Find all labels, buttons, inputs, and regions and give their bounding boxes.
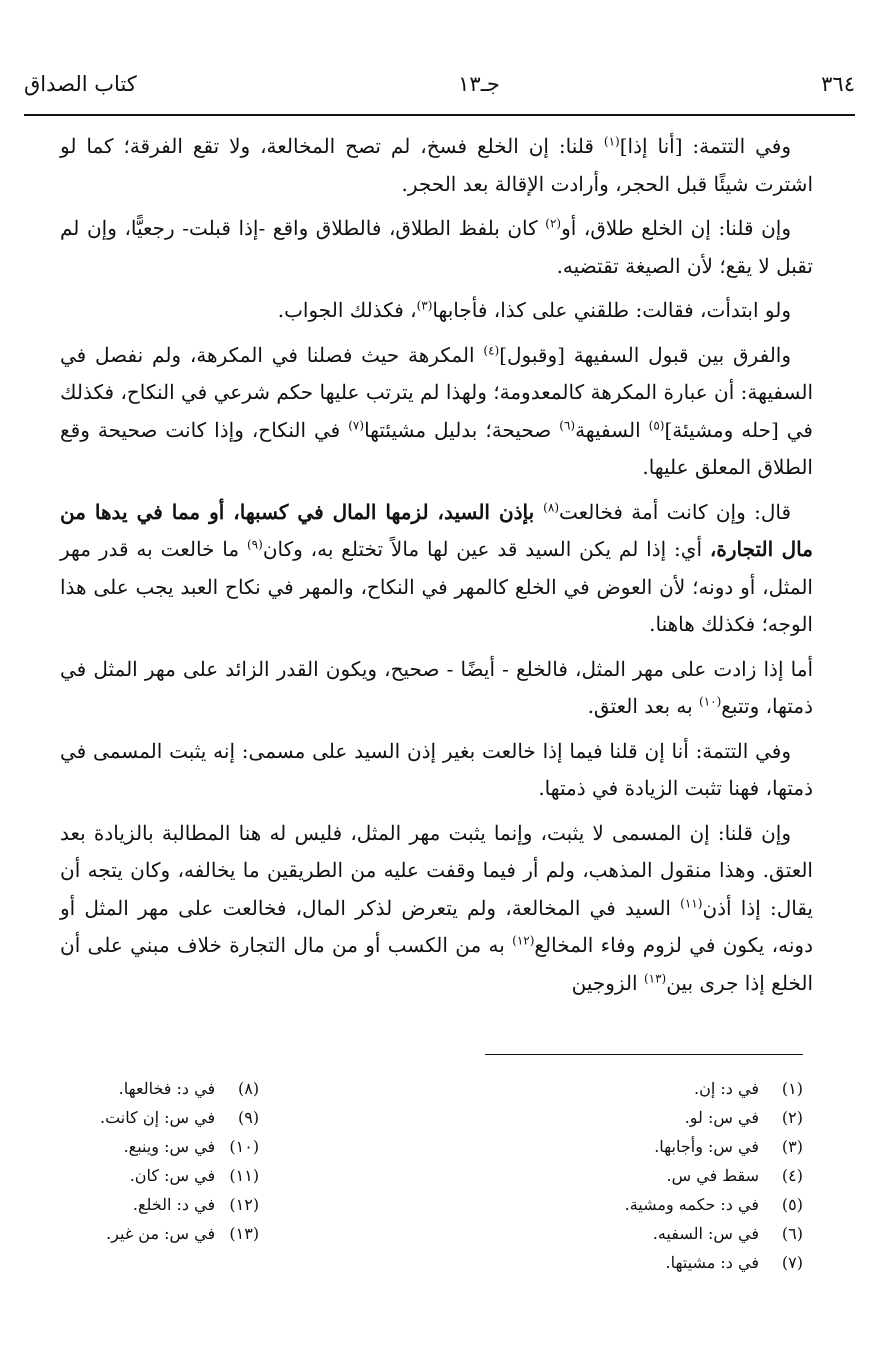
- footnote: [625, 1219, 803, 1248]
- footnote-text: في س: إن كانت.: [100, 1108, 216, 1127]
- paragraph: [60, 651, 813, 726]
- text-segment: كان بلفظ الطلاق، فالطلاق واقع -إذا قبلت- رجعيًّا، وإن لم تقبل لا يقع؛ لأن الصيغة تقتضيه.: [60, 216, 813, 278]
- footnote-text: سقط في س.: [666, 1166, 759, 1185]
- footnote-text: في د: فخالعها.: [118, 1079, 216, 1098]
- text-segment: وفي التتمة: [أنا إذا]: [619, 134, 791, 158]
- page-number: ٣٦٤: [821, 72, 855, 96]
- text-segment: السيد في المخالعة، ولم يتعرض لذكر المال، فخالعت على مهر المثل أو دونه، يكون في لزوم وفاء المخالع: [60, 895, 813, 957]
- footnote-ref: (٧): [348, 417, 365, 432]
- footnote-number: (١): [781, 1079, 803, 1098]
- footnote-ref: (١١): [680, 895, 703, 910]
- footnotes-right-column: [625, 1074, 803, 1277]
- bold-text: بإذن السيد، لزمها المال في كسبها، أو مما في يدها من مال التجارة،: [60, 499, 813, 561]
- footnote-text: في د: حكمه ومشية.: [624, 1195, 759, 1214]
- text-segment: وفي التتمة: أنا إن قلنا فيما إذا خالعت بغير إذن السيد على مسمى: إنه يثبت المسمى في ذمتها، فهنا تثبت الزيادة في ذمتها.: [60, 738, 813, 800]
- footnote-text: في د: إن.: [694, 1079, 759, 1098]
- footnote-ref: (٩): [246, 537, 263, 552]
- footnote-number: (١٠): [229, 1137, 260, 1156]
- footnote-ref: (١): [603, 134, 620, 149]
- footnote-number: (١١): [229, 1166, 260, 1185]
- text-segment: به من الكسب أو من مال التجارة خلاف مبني على أن الخلع إذا جرى بين: [60, 933, 813, 995]
- footnote: [625, 1190, 803, 1219]
- footnote-text: في س: لو.: [684, 1108, 759, 1127]
- footnote-number: (٣): [781, 1137, 803, 1156]
- text-segment: السفيهة: [575, 417, 649, 442]
- footnote-ref: (١٢): [512, 933, 535, 948]
- text-segment: به بعد العتق.: [587, 694, 700, 718]
- text-segment: في النكاح، وإذا كانت صحيحة وقع الطلاق المعلق عليها.: [60, 417, 813, 479]
- footnote-ref: (٤): [483, 342, 500, 357]
- footnote: [100, 1074, 259, 1103]
- running-header: [24, 64, 855, 104]
- footnote-number: (٥): [781, 1195, 803, 1214]
- footnote-text: في د: الخلع.: [132, 1195, 216, 1214]
- footnote-ref: (١٠): [699, 694, 722, 709]
- footnote-ref: (٨): [543, 499, 559, 514]
- footnote-ref: (٢): [545, 216, 562, 231]
- text-segment: قلنا: إن الخلع فسخ، لم تصح المخالعة، ولا تقع الفرقة؛ كما لو اشترت شيئًا قبل الحجر، وأرادت الإقالة بعد الحجر.: [60, 134, 813, 196]
- footnote-number: (٨): [238, 1079, 260, 1098]
- footnote-text: في س: وينبع.: [123, 1137, 216, 1156]
- text-segment: صحيحة؛ بدليل مشيئتها: [364, 417, 560, 442]
- text-segment: وإن قلنا: إن الخلع طلاق، أو: [561, 216, 791, 240]
- footnote-ref: (٣): [416, 298, 433, 313]
- footnote-divider: [485, 1054, 803, 1055]
- footnote-number: (٤): [781, 1166, 803, 1185]
- text-segment: وإن قلنا: إن المسمى لا يثبت، وإنما يثبت مهر المثل، فليس له هنا المطالبة بالزيادة بعد العتق. وهذا منقول المذهب، ولم أر فيما وقفت عليه من الطريقين ما يخالفه، وكان يتجه أن يقال: إذا أذن: [60, 820, 813, 920]
- paragraph: [60, 128, 813, 203]
- paragraph: [60, 733, 813, 808]
- footnote: [625, 1103, 803, 1132]
- footnote: [100, 1103, 259, 1132]
- footnote-number: (٧): [781, 1253, 803, 1272]
- footnote: [100, 1219, 259, 1248]
- header-divider: [24, 114, 855, 116]
- footnote-number: (١٢): [229, 1195, 260, 1214]
- paragraph: [60, 292, 813, 330]
- footnote-ref: (٦): [559, 417, 576, 432]
- footnote-text: في س: كان.: [129, 1166, 216, 1185]
- text-segment: والفرق بين قبول السفيهة [وقبول]: [499, 342, 791, 367]
- footnotes-left-column: [100, 1074, 259, 1277]
- text-segment: الزوجين: [571, 970, 644, 995]
- footnote: [625, 1248, 803, 1277]
- footnote-number: (٦): [781, 1224, 803, 1243]
- footnote-ref: (٥): [648, 417, 665, 432]
- footnote-ref: (١٣): [643, 970, 667, 985]
- paragraph: [60, 815, 813, 1003]
- paragraph: [60, 337, 813, 487]
- text-segment: قال: وإن كانت أمة فخالعت: [559, 499, 792, 524]
- footnote: [625, 1132, 803, 1161]
- footnote-text: في س: السفيه.: [652, 1224, 759, 1243]
- footnote: [625, 1161, 803, 1190]
- text-segment: ما خالعت به قدر مهر المثل، أو دونه؛ لأن العوض في الخلع كالمهر في النكاح، والمهر في نكاح العبد يجب على هذا الوجه؛ فكذلك هاهنا.: [60, 537, 813, 636]
- text-segment: المكرهة حيث فصلنا في المكرهة، ولم نفصل في السفيهة: أن عبارة المكرهة كالمعدومة؛ ولهذا لم يترتب عليها حكم شرعي في النكاح، فكذلك في [حله ومشيئة]: [60, 342, 813, 442]
- footnote-text: في س: وأجابها.: [654, 1137, 759, 1156]
- text-segment: ولو ابتدأت، فقالت: طلقني على كذا، فأجابها: [432, 298, 791, 322]
- footnote-number: (١٣): [229, 1224, 260, 1243]
- footnote: [625, 1074, 803, 1103]
- text-segment: أي: إذا لم يكن السيد قد عين لها مالاً تختلع به، وكان: [262, 537, 710, 561]
- paragraph: [60, 494, 813, 644]
- footnote: [100, 1161, 259, 1190]
- footnote-text: في د: مشيتها.: [665, 1253, 759, 1272]
- footnotes: [100, 1074, 803, 1277]
- main-text: [60, 128, 813, 1009]
- footnote-number: (٢): [781, 1108, 803, 1127]
- paragraph: [60, 210, 813, 285]
- text-segment: أما إذا زادت على مهر المثل، فالخلع - أيضًا - صحيح، ويكون القدر الزائد على مهر المثل في ذمتها، وتتبع: [60, 656, 814, 718]
- text-segment: ، فكذلك الجواب.: [277, 298, 417, 322]
- book-title: كتاب الصداق: [24, 72, 137, 96]
- footnote-number: (٩): [238, 1108, 260, 1127]
- footnote-text: في س: من غير.: [106, 1224, 216, 1243]
- footnote: [100, 1190, 259, 1219]
- volume-label: جـ١٣: [458, 72, 500, 96]
- footnote: [100, 1132, 259, 1161]
